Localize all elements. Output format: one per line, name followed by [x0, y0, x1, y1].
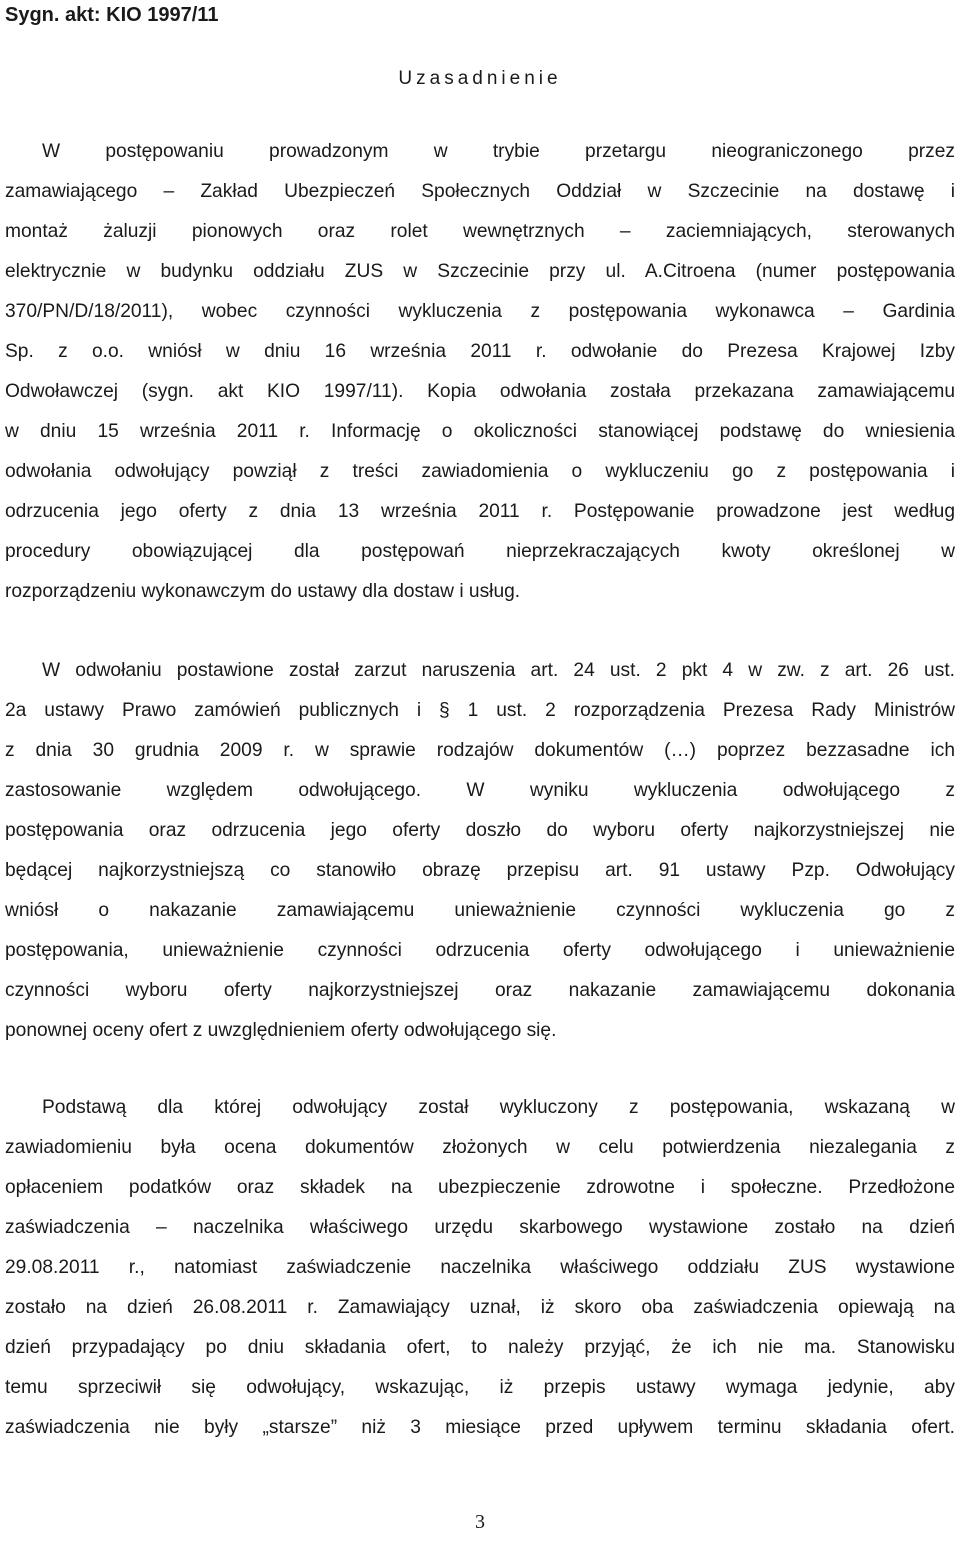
paragraph-line: z dnia 30 grudnia 2009 r. w sprawie rodzajów dokumentów (…) poprzez bezzasadne ich: [5, 740, 955, 761]
paragraph-line: zostało na dzień 26.08.2011 r. Zamawiający uznał, iż skoro oba zaświadczenia opiewają na: [5, 1297, 955, 1318]
paragraph-line: W postępowaniu prowadzonym w trybie przetargu nieograniczonego przez: [42, 141, 955, 162]
paragraph-line: rozporządzeniu wykonawczym do ustawy dla dostaw i usług.: [5, 581, 521, 602]
paragraph-line: montaż żaluzji pionowych oraz rolet wewnętrznych – zaciemniających, sterowanych: [5, 221, 955, 242]
paragraph-line: W odwołaniu postawione został zarzut naruszenia art. 24 ust. 2 pkt 4 w zw. z art. 26 ust.: [42, 660, 955, 681]
paragraph-line: zaświadczenia nie były „starsze” niż 3 miesiące przed upływem terminu składania ofert.: [5, 1417, 955, 1438]
paragraph-2: [5, 651, 955, 1051]
paragraph-line: elektrycznie w budynku oddziału ZUS w Szczecinie przy ul. A.Citroena (numer postępowania: [5, 261, 955, 282]
paragraph-line: w dniu 15 września 2011 r. Informację o okoliczności stanowiącej podstawę do wniesienia: [5, 421, 955, 442]
paragraph-line: procedury obowiązującej dla postępowań nieprzekraczających kwoty określonej w: [5, 541, 955, 562]
paragraph-line: Sp. z o.o. wniósł w dniu 16 września 2011 r. odwołanie do Prezesa Krajowej Izby: [5, 341, 955, 362]
paragraph-line: ponownej oceny ofert z uwzględnieniem oferty odwołującego się.: [5, 1020, 557, 1041]
paragraph-line: zastosowanie względem odwołującego. W wyniku wykluczenia odwołującego z: [5, 780, 955, 801]
paragraph-line: 370/PN/D/18/2011), wobec czynności wykluczenia z postępowania wykonawca – Gardinia: [5, 301, 955, 322]
paragraph-line: zamawiającego – Zakład Ubezpieczeń Społecznych Oddział w Szczecinie na dostawę i: [5, 181, 955, 202]
paragraph-line: zaświadczenia – naczelnika właściwego urzędu skarbowego wystawione zostało na dzień: [5, 1217, 955, 1238]
paragraph-line: Odwoławczej (sygn. akt KIO 1997/11). Kopia odwołania została przekazana zamawiającemu: [5, 381, 955, 402]
paragraph-line: opłaceniem podatków oraz składek na ubezpieczenie zdrowotne i społeczne. Przedłożone: [5, 1177, 955, 1198]
section-heading: Uzasadnienie: [398, 68, 562, 89]
paragraph-1: [5, 132, 955, 612]
paragraph-line: będącej najkorzystniejszą co stanowiło obrazę przepisu art. 91 ustawy Pzp. Odwołujący: [5, 860, 955, 881]
paragraph-line: Podstawą dla której odwołujący został wykluczony z postępowania, wskazaną w: [42, 1097, 955, 1118]
paragraph-line: dzień przypadający po dniu składania ofert, to należy przyjąć, że ich nie ma. Stanowisku: [5, 1337, 955, 1358]
paragraph-3: [5, 1088, 955, 1448]
paragraph-line: czynności wyboru oferty najkorzystniejszej oraz nakazanie zamawiającemu dokonania: [5, 980, 955, 1001]
paragraph-line: wniósł o nakazanie zamawiającemu unieważnienie czynności wykluczenia go z: [5, 900, 955, 921]
paragraph-line: postępowania, unieważnienie czynności odrzucenia oferty odwołującego i unieważnienie: [5, 940, 955, 961]
paragraph-line: postępowania oraz odrzucenia jego oferty doszło do wyboru oferty najkorzystniejszej nie: [5, 820, 955, 841]
paragraph-line: odrzucenia jego oferty z dnia 13 września 2011 r. Postępowanie prowadzone jest według: [5, 501, 955, 522]
paragraph-line: temu sprzeciwił się odwołujący, wskazując, iż przepis ustawy wymaga jedynie, aby: [5, 1377, 955, 1398]
paragraph-line: odwołania odwołujący powziął z treści zawiadomienia o wykluczeniu go z postępowania i: [5, 461, 955, 482]
case-signature: Sygn. akt: KIO 1997/11: [5, 4, 219, 26]
page-number: 3: [475, 1511, 485, 1533]
paragraph-line: 2a ustawy Prawo zamówień publicznych i § 1 ust. 2 rozporządzenia Prezesa Rady Ministrów: [5, 700, 955, 721]
paragraph-line: 29.08.2011 r., natomiast zaświadczenie naczelnika właściwego oddziału ZUS wystawione: [5, 1257, 955, 1278]
paragraph-line: zawiadomieniu była ocena dokumentów złożonych w celu potwierdzenia niezalegania z: [5, 1137, 955, 1158]
